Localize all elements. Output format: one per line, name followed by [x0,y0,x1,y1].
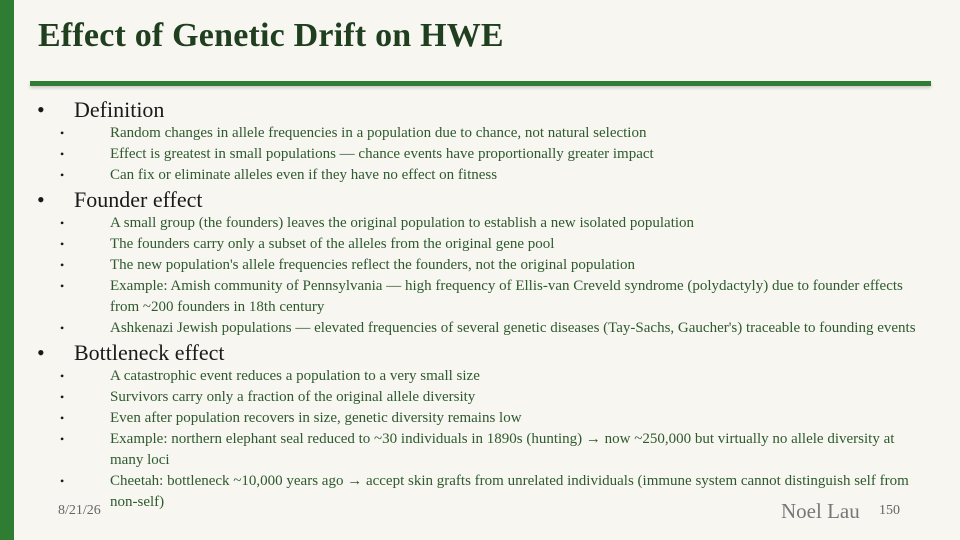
sub-bullet-item [0,318,960,339]
footer-page-number: 150 [879,503,900,518]
sub-bullet-glyph: • [60,126,65,140]
sub-bullet-item [0,429,960,471]
sub-bullet-glyph: • [60,321,65,335]
title-underline [30,81,931,86]
bullet-glyph: • [37,97,45,122]
sub-bullet-text: Example: Amish community of Pennsylvania — high frequency of Ellis-van Creveld syndrome (polydactyly) due to founder effects from ~200 founders in 18th century [110,278,903,315]
sub-bullet-glyph: • [60,432,65,446]
bullet-glyph: • [37,340,45,365]
sub-bullet-item [0,408,960,429]
sub-bullet-item [0,144,960,165]
sub-bullet-text: The new population's allele frequencies reflect the founders, not the original population [110,257,636,273]
sub-bullet-text: A catastrophic event reduces a population to a very small size [110,368,480,384]
sub-bullet-text: Example: northern elephant seal reduced to ~30 individuals in 1890s (hunting) → now ~250,000 but virtually no allele diversity at many loci [110,431,895,468]
sub-bullet-glyph: • [60,216,65,230]
sub-bullet-item [0,387,960,408]
section-heading [0,186,960,213]
sub-bullet-text: Cheetah: bottleneck ~10,000 years ago → accept skin grafts from unrelated individuals (immune system cannot distinguish self from non-self) [110,473,909,510]
sub-bullet-glyph: • [60,258,65,272]
footer-date: 8/21/26 [58,503,101,518]
section-heading [0,339,960,366]
sub-bullet-glyph: • [60,411,65,425]
section-label: Definition [74,97,165,122]
sub-bullet-text: Can fix or eliminate alleles even if they have no effect on fitness [110,167,498,183]
slide-body [0,96,960,513]
sub-bullet-glyph: • [60,390,65,404]
section-heading [0,96,960,123]
sub-bullet-text: A small group (the founders) leaves the original population to establish a new isolated population [110,215,695,231]
sub-bullet-item [0,255,960,276]
sub-bullet-text: Ashkenazi Jewish populations — elevated frequencies of several genetic diseases (Tay-Sachs, Gaucher's) traceable to founding events [110,320,916,336]
footer-author: Noel Lau [781,499,860,523]
sub-bullet-item [0,123,960,144]
sub-bullet-text: Survivors carry only a fraction of the original allele diversity [110,389,476,405]
sub-bullet-text: Effect is greatest in small populations — chance events have proportionally greater impact [110,146,654,162]
section-label: Bottleneck effect [74,340,225,365]
sub-bullet-text: Even after population recovers in size, genetic diversity remains low [110,410,522,426]
sub-bullet-text: The founders carry only a subset of the alleles from the original gene pool [110,236,555,252]
sub-bullet-glyph: • [60,369,65,383]
sub-bullet-item [0,165,960,186]
sub-bullet-text: Random changes in allele frequencies in a population due to chance, not natural selection [110,125,647,141]
sub-bullet-item [0,366,960,387]
sub-bullet-glyph: • [60,279,65,293]
sub-bullet-glyph: • [60,474,65,488]
sub-bullet-glyph: • [60,168,65,182]
sub-bullet-item [0,234,960,255]
bullet-glyph: • [37,187,45,212]
section-label: Founder effect [74,187,203,212]
sub-bullet-item [0,276,960,318]
sub-bullet-glyph: • [60,147,65,161]
sub-bullet-item [0,213,960,234]
slide-title: Effect of Genetic Drift on HWE [38,17,504,54]
sub-bullet-glyph: • [60,237,65,251]
